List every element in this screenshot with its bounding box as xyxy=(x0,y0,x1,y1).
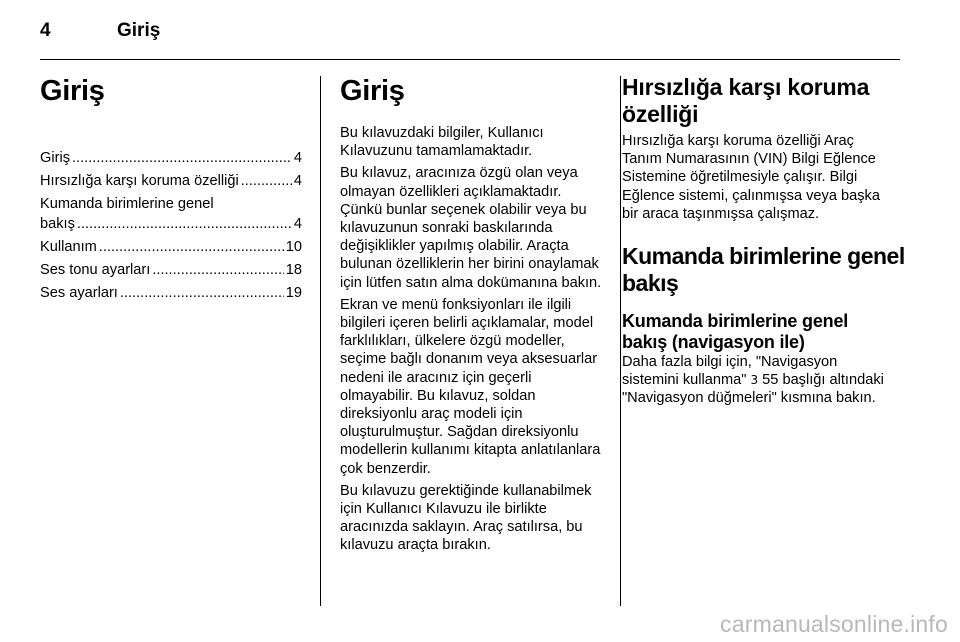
page-reference-icon: 3 xyxy=(750,373,759,388)
toc-entry-page: 4 xyxy=(293,216,302,232)
toc-entry[interactable] xyxy=(40,171,302,191)
overview-text: Daha fazla bilgi için, "Navigasyon sistemini kullanma" xyxy=(622,354,838,389)
toc-entry-page: 4 xyxy=(293,173,302,189)
toc-entry-page: 10 xyxy=(285,239,302,255)
intro-column xyxy=(340,74,602,559)
intro-paragraph: Ekran ve menü fonksiyonları ile ilgili bilgileri içeren belirli açıklamalar, model farklılıkları, ülkelere özgü modeller, seçime bağlı donanım veya aksesuarlar nedeni ile aracınız için geçerli olmayabilir. Bu kılavuz, soldan direksiyonlu araç modeli için oluşturulmuştur. Sağdan direksiyonlu modellerin kullanımı kitapta anlatılanlara çok benzerdir. xyxy=(340,296,601,477)
intro-paragraph: Bu kılavuzdaki bilgiler, Kullanıcı Kılavuzunu tamamlamaktadır. xyxy=(340,125,544,160)
header-divider xyxy=(40,59,900,60)
overview-text-cont: 55 başlığı altındaki "Navigasyon düğmeleri" kısmına bakın. xyxy=(622,372,884,407)
intro-title: Giriş xyxy=(340,75,405,107)
column-divider-1 xyxy=(320,76,321,606)
toc-leader xyxy=(99,237,284,257)
intro-paragraph: Bu kılavuzu gerektiğinde kullanabilmek için Kullanıcı Kılavuzu ile birlikte aracınızda saklayın. Araç satılırsa, bu kılavuzu araçta bırakın. xyxy=(340,482,592,554)
toc-leader xyxy=(72,148,292,168)
column-divider-2 xyxy=(620,76,621,606)
toc-leader xyxy=(77,214,292,234)
toc-entry[interactable] xyxy=(40,283,302,303)
toc-leader xyxy=(152,260,283,280)
toc-entry-page: 19 xyxy=(285,285,302,301)
toc-entry-label: Kumanda birimlerine genel xyxy=(40,196,214,212)
running-header-title: Giriş xyxy=(117,20,161,41)
right-column xyxy=(622,74,912,412)
page-number: 4 xyxy=(40,20,51,41)
toc-list xyxy=(40,148,302,303)
overview-paragraph xyxy=(622,353,894,408)
toc-entry-label-cont: bakış xyxy=(40,216,75,232)
antitheft-title: Hırsızlığa karşı koruma özelliği xyxy=(622,74,870,127)
overview-subtitle: Kumanda birimlerine genel bakış (navigasyon ile) xyxy=(622,311,849,353)
toc-entry[interactable] xyxy=(40,237,302,257)
toc-entry-page: 4 xyxy=(293,150,302,166)
toc-entry-label: Kullanım xyxy=(40,239,97,255)
toc-leader xyxy=(241,171,292,191)
intro-paragraph: Bu kılavuz, aracınıza özgü olan veya olmayan özellikleri açıklamaktadır. Çünkü bunlar seçenek olabilir veya bu kılavuzunun sonraki baskılarında değişiklikler yapılmış olabilir. Araçta bulunan özelliklerin her birini onaylamak için lütfen satın alma dokümanına bakın. xyxy=(340,165,602,291)
antitheft-paragraph: Hırsızlığa karşı koruma özelliği Araç Tanım Numarasının (VIN) Bilgi Eğlence Sistemine öğretilmesiyle çalışır. Bilgi Eğlence sistemi, çalınmışsa veya başka bir araca taşınmışsa çalışmaz. xyxy=(622,133,880,222)
page-header xyxy=(40,20,900,60)
toc-entry-label: Hırsızlığa karşı koruma özelliği xyxy=(40,173,239,189)
toc-entry-label: Giriş xyxy=(40,150,70,166)
toc-leader xyxy=(120,283,284,303)
toc-entry[interactable] xyxy=(40,148,302,168)
overview-title: Kumanda birimlerine genel bakış xyxy=(622,243,905,297)
toc-entry-label: Ses tonu ayarları xyxy=(40,262,151,278)
toc-entry-page: 18 xyxy=(285,262,302,278)
toc-entry[interactable] xyxy=(40,260,302,280)
toc-entry[interactable] xyxy=(40,194,302,234)
site-watermark: carmanualsonline.info xyxy=(720,611,948,637)
toc-title: Giriş xyxy=(40,75,105,107)
toc-entry-label: Ses ayarları xyxy=(40,285,118,301)
toc-column xyxy=(40,74,302,319)
